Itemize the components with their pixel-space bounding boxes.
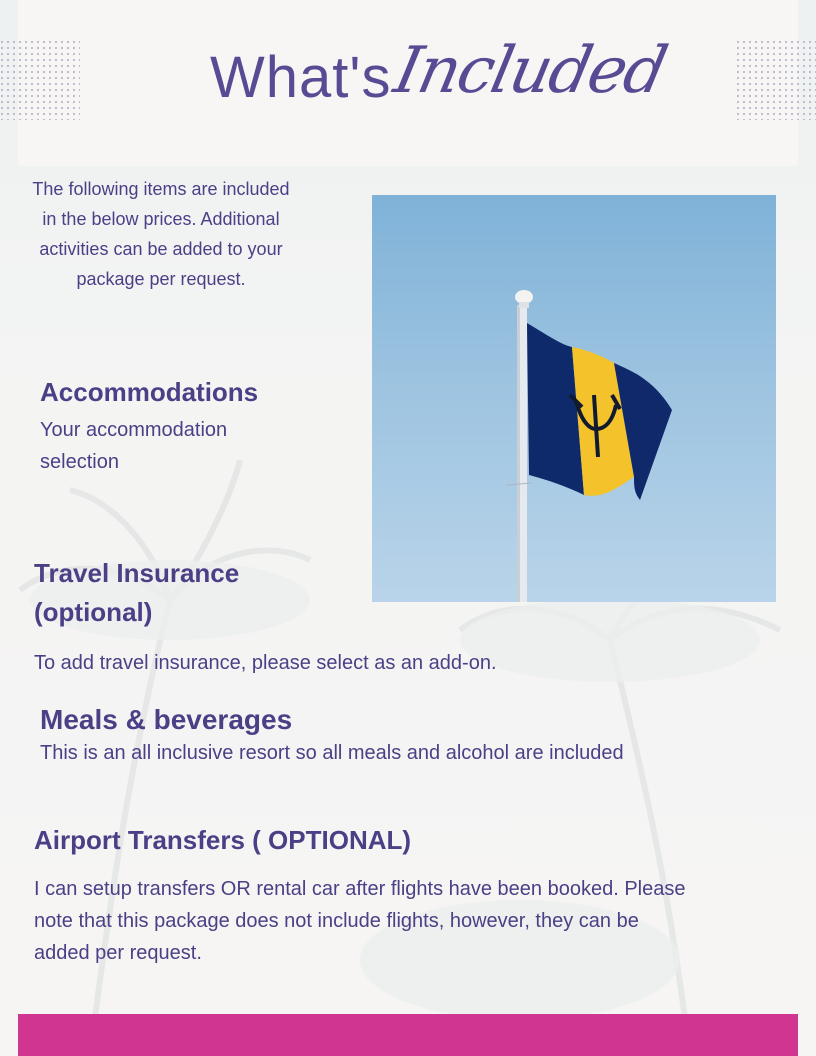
- insurance-heading-line1: Travel Insurance: [34, 558, 240, 588]
- title-script: Included: [388, 34, 672, 108]
- accommodations-body: Your accommodation selection: [40, 419, 228, 473]
- transfers-body-line3: added per request.: [34, 942, 202, 964]
- pole-finial: [515, 290, 533, 304]
- transfers-body-line1: I can setup transfers OR rental car after flights have been booked. Please: [34, 878, 686, 900]
- accommodations-heading: Accommodations: [40, 377, 259, 407]
- dot-pattern-right: [736, 40, 816, 120]
- transfers-heading: Airport Transfers ( OPTIONAL): [34, 825, 412, 855]
- meals-body: This is an all inclusive resort so all meals and alcohol are included: [40, 742, 624, 764]
- page-title: [210, 34, 672, 160]
- insurance-heading-line2: (optional): [34, 597, 153, 627]
- barbados-flag-image: [372, 195, 776, 602]
- intro-text: The following items are included in the below prices. Additional activities can be added to your package per request.: [32, 179, 290, 289]
- footer-band: [18, 1014, 798, 1056]
- insurance-body: To add travel insurance, please select as an add-on.: [34, 652, 497, 674]
- title-plain: What's: [210, 45, 392, 110]
- transfers-body-line2: note that this package does not include flights, however, they can be: [34, 910, 639, 932]
- flag-photo: [372, 195, 776, 602]
- dot-pattern-left: [0, 40, 80, 120]
- meals-heading: Meals & beverages: [40, 704, 293, 735]
